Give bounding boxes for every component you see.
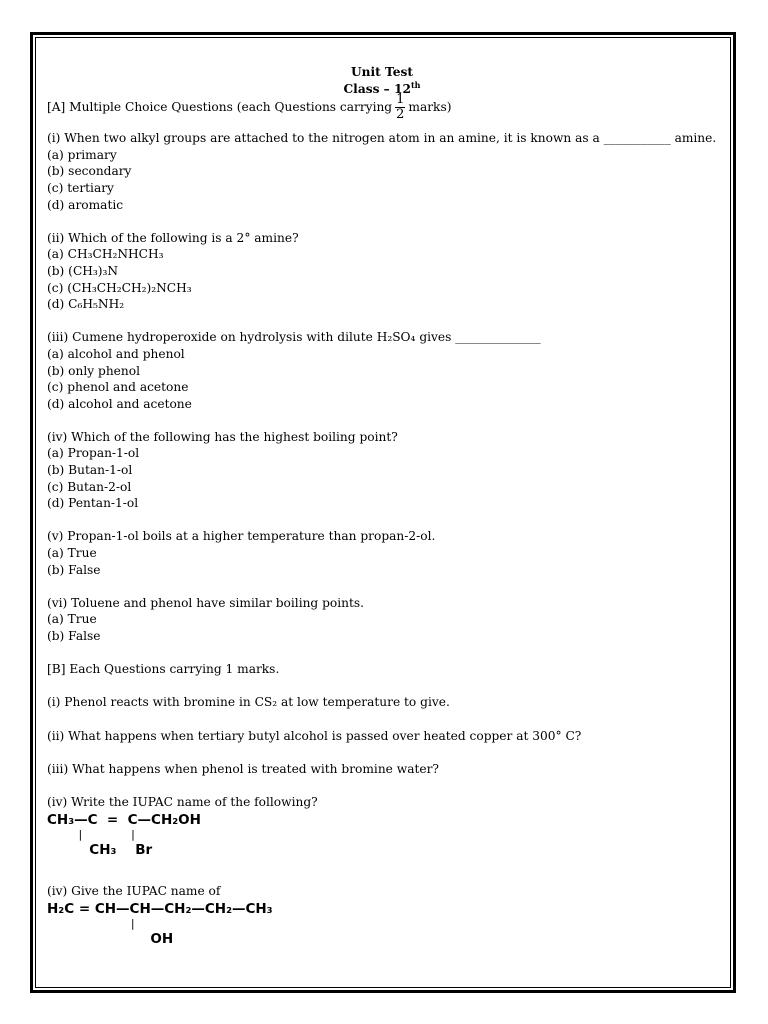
option: (b) secondary bbox=[47, 164, 132, 179]
option: (c) phenol and acetone bbox=[47, 380, 189, 395]
option: (b) only phenol bbox=[47, 363, 140, 378]
question-text: (iv) Write the IUPAC name of the following? bbox=[47, 794, 318, 809]
option: (a) True bbox=[47, 612, 97, 627]
question-b5 bbox=[47, 883, 717, 948]
question-text: (i) When two alkyl groups are attached to the nitrogen atom in an amine, it is known as a ___________ amine. bbox=[47, 131, 717, 146]
structural-formula-1 bbox=[47, 811, 717, 859]
formula-main-chain: CH₃—C = C—CH₂OH bbox=[47, 811, 201, 828]
option: (c) Butan-2-ol bbox=[47, 479, 132, 494]
structural-formula-2 bbox=[47, 900, 717, 948]
question-a6 bbox=[47, 595, 717, 645]
test-title: Unit Test bbox=[351, 65, 413, 79]
class-label: Class – 12th bbox=[343, 79, 421, 96]
question-text: (vi) Toluene and phenol have similar boiling points. bbox=[47, 595, 365, 610]
question-b4 bbox=[47, 794, 717, 859]
option: (d) Pentan-1-ol bbox=[47, 496, 139, 511]
formula-main-chain: H₂C = CH—CH—CH₂—CH₂—CH₃ bbox=[47, 900, 273, 917]
question-text: (ii) Which of the following is a 2° amine? bbox=[47, 230, 299, 245]
formula-bonds: | | bbox=[47, 827, 135, 841]
question-b2: (ii) What happens when tertiary butyl alcohol is passed over heated copper at 300° C? bbox=[47, 728, 582, 743]
formula-substituents: CH₃ Br bbox=[47, 841, 153, 858]
section-a-heading: [A] Multiple Choice Questions (each Questions carrying $\frac{1}{2}$ marks) bbox=[47, 92, 452, 123]
option: (b) Butan-1-ol bbox=[47, 463, 133, 478]
question-a5 bbox=[47, 528, 717, 578]
option: (c) (CH₃CH₂CH₂)₂NCH₃ bbox=[47, 280, 192, 295]
option: (b) (CH₃)₃N bbox=[47, 263, 119, 278]
option: (d) C₆H₅NH₂ bbox=[47, 297, 125, 312]
question-text: (v) Propan-1-ol boils at a higher temperature than propan-2-ol. bbox=[47, 529, 436, 544]
question-text: (iv) Which of the following has the highest boiling point? bbox=[47, 429, 398, 444]
option: (a) CH₃CH₂NHCH₃ bbox=[47, 247, 164, 262]
formula-substituents: OH bbox=[47, 930, 174, 947]
option: (b) False bbox=[47, 562, 101, 577]
option: (a) Propan-1-ol bbox=[47, 446, 140, 461]
document-body bbox=[47, 64, 717, 948]
question-a2 bbox=[47, 230, 717, 313]
option: (a) alcohol and phenol bbox=[47, 346, 185, 361]
option: (c) tertiary bbox=[47, 180, 114, 195]
option: (b) False bbox=[47, 629, 101, 643]
question-b1: (i) Phenol reacts with bromine in CS₂ at low temperature to give. bbox=[47, 695, 450, 710]
formula-bonds: | bbox=[47, 916, 135, 930]
question-b3: (iii) What happens when phenol is treated with bromine water? bbox=[47, 761, 439, 776]
section-b-heading: [B] Each Questions carrying 1 marks. bbox=[47, 662, 280, 677]
question-text: (iii) Cumene hydroperoxide on hydrolysis with dilute H₂SO₄ gives ______________ bbox=[47, 330, 541, 345]
half-fraction: $\frac{1}{2}$ bbox=[396, 92, 405, 123]
option: (d) aromatic bbox=[47, 197, 124, 212]
option: (a) True bbox=[47, 546, 97, 561]
option: (d) alcohol and acetone bbox=[47, 396, 192, 411]
question-a1 bbox=[47, 130, 717, 213]
option: (a) primary bbox=[47, 147, 117, 162]
question-a3 bbox=[47, 329, 717, 412]
question-text: (iv) Give the IUPAC name of bbox=[47, 884, 221, 899]
question-a4 bbox=[47, 429, 717, 512]
